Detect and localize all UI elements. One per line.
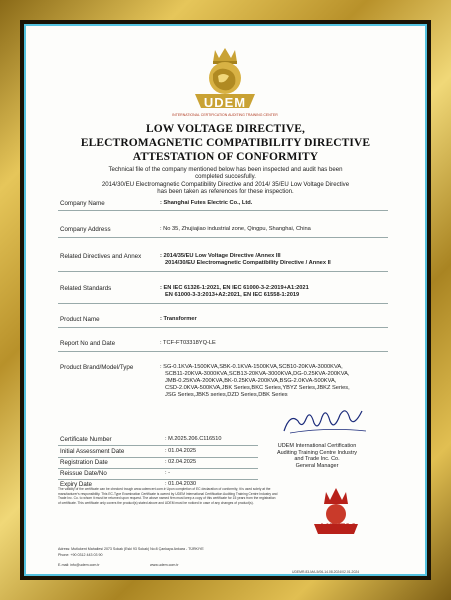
expiry-date-value: : 01.04.2030 [165, 481, 197, 487]
initial-assessment-label: Initial Assessment Date [60, 448, 125, 455]
logo-tagline: INTERNATIONAL CERTIFICATION AUDITING TRAINING CENTER [172, 113, 278, 117]
issuer-line-2: Auditing Training Centre Industry [276, 449, 358, 456]
title-line-1: LOW VOLTAGE DIRECTIVE, [145, 123, 306, 135]
intro-line-2: completed succesfully. [195, 173, 256, 180]
issuer-line-3: and Trade Inc. Co. [294, 456, 340, 463]
brand-model-value-2: SCB11-20KVA-3000KVA,SCB13-20KVA-3000KVA,DG-0.25KVA-200KVA, [165, 371, 350, 377]
issuer-block [267, 443, 367, 469]
footer-email[interactable]: E-mail: info@udem.com.tr [58, 563, 100, 567]
standards-value-2: EN 61000-3-3:2013+A2:2021, EN IEC 61558-1:2019 [165, 292, 300, 298]
divider [58, 327, 388, 328]
directives-label: Related Directives and Annex [60, 253, 142, 260]
title-line-3: ATTESTATION OF CONFORMITY [132, 151, 319, 163]
footer-website[interactable]: www.udem.com.tr [150, 563, 179, 567]
brand-model-value-4: CSD-2.0KVA-500KVA,JBK Series,BKC Series,YBYZ Series,JBKZ Series, [165, 385, 350, 391]
expiry-date-label: Expiry Date [60, 481, 92, 488]
intro-line-3: 2014/30/EU Electromagnetic Compatibility Directive and 2014/ 35/EU Low Voltage Directive [101, 181, 350, 188]
udem-seal-logo [308, 484, 364, 544]
reissue-value: : - [165, 470, 170, 476]
brand-model-value-5: JSG Series,JBK5 series,DZD Series,DBK Series [165, 392, 288, 398]
title-line-2: ELECTROMAGNETIC COMPATIBILITY DIRECTIVE [80, 137, 371, 149]
seal-brand-text: UDEM [320, 521, 356, 535]
report-value: : TCF-FT03318YQ-LE [160, 340, 216, 346]
divider [58, 445, 258, 446]
certificate-number-value: : M.2025.206.C116510 [165, 436, 222, 442]
brand-model-value-1: : SG-0.1KVA-1500KVA,SBK-0.1KVA-1500KVA,SCB10-20KVA-3000KVA, [160, 364, 343, 370]
company-address-label: Company Address [60, 226, 111, 233]
divider [58, 457, 258, 458]
standards-label: Related Standards [60, 285, 112, 292]
reissue-label: Reissue Date/No [60, 470, 107, 477]
product-name-label: Product Name [60, 316, 100, 323]
company-name-label: Company Name [60, 200, 105, 207]
intro-line-4: has been taken as references for these inspection. [157, 188, 294, 195]
divider [58, 468, 258, 469]
divider [58, 303, 388, 304]
standards-value-1: : EN IEC 61326-1:2021, EN IEC 61000-3-2:2019+A1:2021 [160, 285, 309, 291]
divider [58, 479, 258, 480]
divider [58, 351, 388, 352]
registration-date-label: Registration Date [60, 459, 108, 466]
divider [58, 271, 388, 272]
issuer-line-1: UDEM International Certification [277, 443, 357, 449]
intro-line-1: Technical file of the company mentioned below has been inspected and audit has been [108, 166, 343, 173]
validity-disclaimer: The validity of the certificate can be checked trough www.udemcert.com.tr Upon completion of EC declaration of conformity, it is used solely at the manufacturer's responsibility. This EC-Type Examination Certificate is owned by UDEM International Certification Auditing Training Centre Industry and Trade Inc. Co. to whom it must be returned upon request. The above named firm must keep a copy of this certificate for 15 years from the registration of certificate. This certificate only covers the product(s) stated above and UDEM must be noticed in case of any changes of product(s). [58, 487, 278, 505]
directives-value-1: : 2014/35/EU Low Voltage Directive /Annex III [160, 253, 281, 259]
report-label: Report No and Date [60, 340, 116, 347]
logo-brand-text: UDEM [203, 95, 247, 110]
footer-address: Adress: Mutlukent Mahallesi 2073 Sokak (Eski 93 Sokak) No:8 Çankaya Ankara - TÜRKIYE [58, 547, 204, 551]
divider [58, 237, 388, 238]
company-address-value: : No 35, Zhujiajiao industrial zone, Qingpu, Shanghai, China [160, 226, 311, 232]
initial-assessment-value: : 01.04.2025 [165, 448, 197, 454]
issuer-line-4: General Manager [295, 462, 339, 469]
directives-value-2: 2014/30/EU Electromagnetic Compatibility Directive / Annex II [165, 260, 331, 266]
footer-phone: Phone: +90 0312 443 03 90 [58, 553, 103, 557]
manager-signature [276, 401, 371, 441]
company-name-value: : Shanghai Futes Electric Co., Ltd. [160, 200, 253, 206]
registration-date-value: : 02.04.2025 [165, 459, 197, 465]
divider [58, 210, 388, 211]
document-code: UDEMR.83-MA-5/06-14.08.2024/02.01.2024 [292, 570, 360, 574]
brand-model-value-3: JMB-0.25KVA-200KVA,BK-0.25KVA-200KVA,BSG-2.0KVA-500KVA, [165, 378, 337, 384]
brand-model-label: Product Brand/Model/Type [60, 364, 134, 371]
product-name-value: : Transformer [160, 316, 197, 322]
certificate-number-label: Certificate Number [60, 436, 112, 443]
